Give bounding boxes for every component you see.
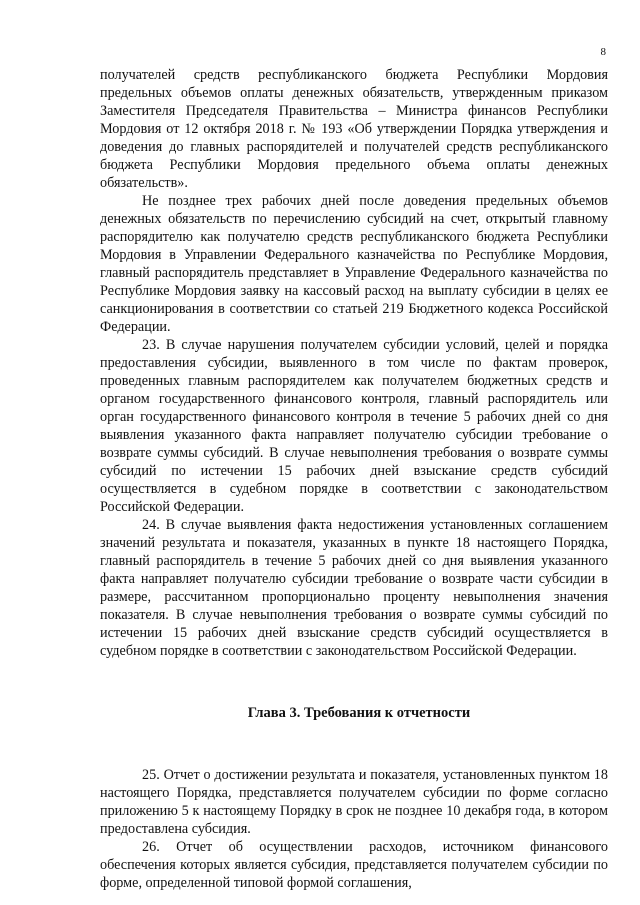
section-spacer — [100, 722, 608, 766]
paragraph-26: 26. Отчет об осуществлении расходов, источником финансового обеспечения которых является субсидия, представляется получателем субсидии по форме, определенной типовой формой соглашения, — [100, 839, 608, 891]
paragraph-23: 23. В случае нарушения получателем субсидии условий, целей и порядка предоставления субсидии, выявленного в том числе по фактам проверок, проведенных главным распорядителем как получателем бюджетных средств и органом государственного финансового контроля, главный распорядитель или орган государственного финансового контроля в течение 5 рабочих дней со дня выявления указанного факта направляет получателю субсидии требование о возврате суммы субсидий. В случае невыполнения требования о возврате суммы субсидий по истечении 15 рабочих дней взыскание средств субсидий осуществляется в судебном порядке в соответствии с законодательством Российской Федерации. — [100, 337, 608, 515]
page-number: 8 — [600, 46, 606, 58]
paragraph-25: 25. Отчет о достижении результата и показателя, установленных пунктом 18 настоящего Порядка, представляется получателем субсидии по форме согласно приложению 5 к настоящему Порядку в срок не позднее 10 декабря года, в котором предоставлена субсидия. — [100, 767, 608, 837]
document-body — [100, 66, 608, 892]
section-spacer — [100, 660, 608, 704]
paragraph-continuation: получателей средств республиканского бюджета Республики Мордовия предельных объемов оплаты денежных обязательств, утвержденным приказом Заместителя Председателя Правительства – Министра финансов Республики Мордовия от 12 октября 2018 г. № 193 «Об утверждении Порядка утверждения и доведения до главных распорядителей и получателей средств республиканского бюджета Республики Мордовия предельного объема оплаты денежных обязательств». — [100, 67, 608, 191]
paragraph-cash-request-deadline: Не позднее трех рабочих дней после доведения предельных объемов денежных обязательств по перечислению субсидий на счет, открытый главному распорядителю как получателю средств республиканского бюджета Республики Мордовия в Управлении Федерального казначейства по Республике Мордовия, главный распорядитель представляет в Управление Федерального казначейства по Республике Мордовия заявку на кассовый расход на выплату субсидии в целях ее санкционирования в соответствии со статьей 219 Бюджетного кодекса Российской Федерации. — [100, 193, 608, 335]
chapter-heading: Глава 3. Требования к отчетности — [247, 705, 471, 721]
paragraph-24: 24. В случае выявления факта недостижения установленных соглашением значений результата и показателя, указанных в пункте 18 настоящего Порядка, главный распорядитель в течение 5 рабочих дней со дня выявления указанного факта направляет получателю субсидии требование о возврате части субсидии в размере, рассчитанном пропорционально проценту невыполнения значения показателя. В случае невыполнения требования о возврате суммы субсидий по истечении 15 рабочих дней взыскание средств субсидий осуществляется в судебном порядке в соответствии с законодательством Российской Федерации. — [100, 517, 608, 659]
